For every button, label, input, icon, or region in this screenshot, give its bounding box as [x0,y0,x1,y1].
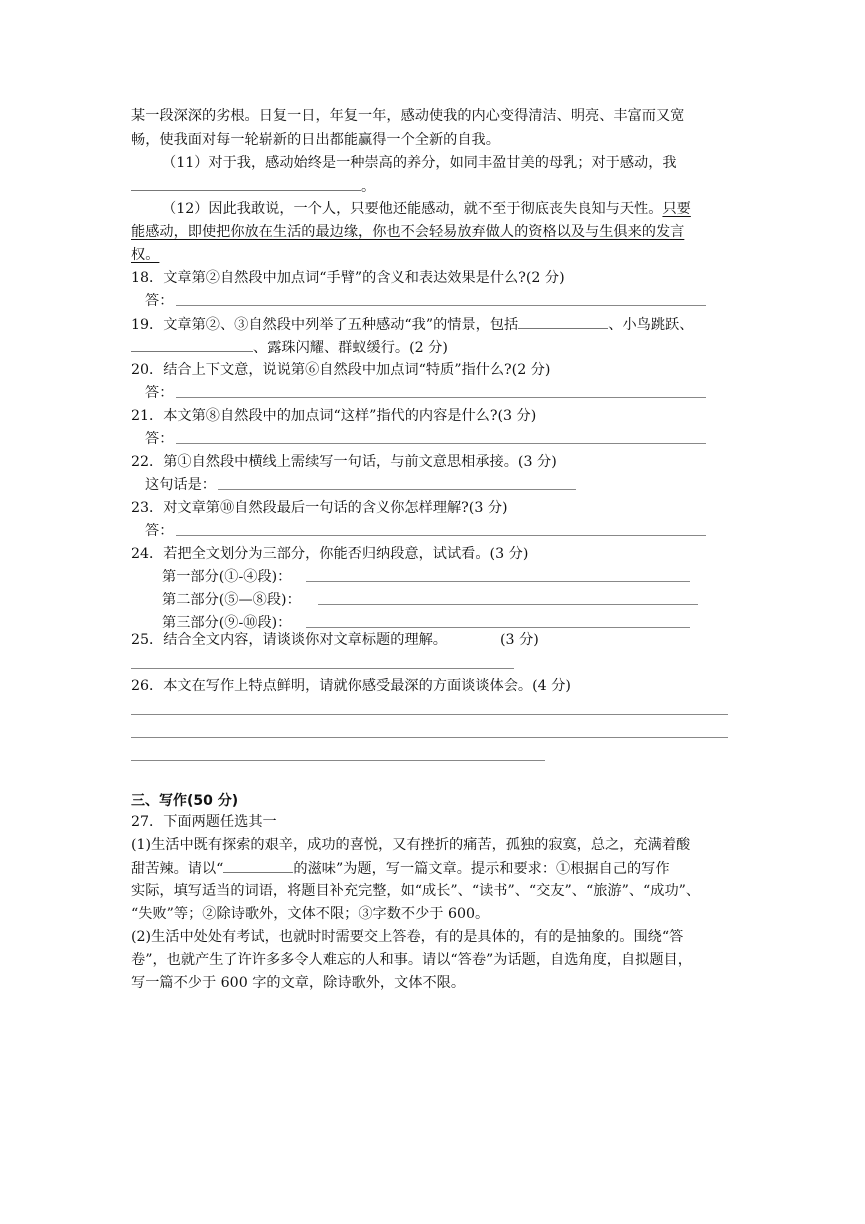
question-19-text-b: 、小鸟跳跃、 [608,317,694,333]
question-25-score: (3 分) [500,632,539,648]
question-21-answer-label: 答： [145,431,174,447]
question-25-answer-line[interactable] [131,668,514,669]
option-2-line-1: (2)生活中处处有考试，也就时时需要交上答卷，有的是具体的，有的是抽象的。围绕“答 [131,929,684,945]
paragraph-10-line-2: 畅，使我面对每一轮崭新的日出都能赢得一个全新的自我。 [131,132,500,148]
question-23-answer-line[interactable] [176,535,706,536]
question-22-answer-label: 这句话是： [145,477,216,493]
question-24-part-3-label: 第三部分(⑨-⑩段)： [162,615,292,631]
option-2-line-2: 卷”，也就产生了许许多多令人难忘的人和事。请以“答卷”为话题，自选角度，自拟题目， [131,952,692,968]
option-1-line-4: “失败”等；②除诗歌外，文体不限；③字数不少于 600。 [131,906,490,922]
paragraph-12-line-2: 能感动，即使把你放在生活的最边缘，你也不会轻易放弃做人的资格以及与生俱来的发言 [131,224,685,240]
question-18: 18．文章第②自然段中加点词“手臂”的含义和表达效果是什么?(2 分) [131,270,565,286]
question-19-text-c: 、露珠闪耀、群蚁缓行。(2 分) [253,340,448,356]
question-18-answer-line[interactable] [176,305,706,306]
question-18-answer-label: 答： [145,293,174,309]
question-27: 27．下面两题任选其一 [131,814,277,830]
question-19-line-1 [131,314,693,335]
question-22: 22．第①自然段中横线上需续写一句话，与前文意思相承接。(3 分) [131,454,557,470]
option-2-line-3: 写一篇不少于 600 字的文章，除诗歌外，文体不限。 [131,975,466,991]
question-24-part-1-label: 第一部分(①-④段)： [162,569,292,585]
question-21: 21．本文第⑧自然段中的加点词“这样”指代的内容是什么?(3 分) [131,408,537,424]
paragraph-12-line-3: 权。 [131,247,160,263]
question-25 [131,630,447,650]
option-1-text-b: 的滋味”为题，写一篇文章。提示和要求：①根据自己的写作 [293,861,670,877]
option-1-line-1: (1)生活中既有探索的艰辛，成功的喜悦，又有挫折的痛苦，孤独的寂寞，总之，充满着酸 [131,837,691,853]
paragraph-11-end: 。 [361,179,376,195]
question-24: 24．若把全文划分为三部分，你能否归纳段意，试试看。(3 分) [131,546,529,562]
question-21-answer-line[interactable] [176,443,706,444]
section-heading-writing: 三、写作(50 分) [131,793,239,809]
question-24-part-3-line[interactable] [306,627,690,628]
paragraph-12-underlined-start: 只要 [662,201,691,217]
question-19-text: 19．文章第②、③自然段中列举了五种感动“我”的情景，包括 [131,317,519,333]
question-23: 23．对文章第⑩自然段最后一句话的含义你怎样理解?(3 分) [131,500,508,516]
question-23-answer-label: 答： [145,523,174,539]
question-26-answer-line-1[interactable] [131,714,728,715]
question-19-line-2 [131,337,448,358]
paragraph-10-line-1: 某一段深深的劣根。日复一日，年复一年，感动使我的内心变得清洁、明亮、丰富而又宽 [131,108,685,124]
question-25-text: 25．结合全文内容，请谈谈你对文章标题的理解。 [131,632,447,648]
question-24-part-2-label: 第二部分(⑤—⑧段)： [162,592,301,608]
question-26: 26．本文在写作上特点鲜明，请就你感受最深的方面谈谈体会。(4 分) [131,678,571,694]
question-20-answer-label: 答： [145,385,174,401]
question-20: 20．结合上下文意，说说第⑥自然段中加点词“特质”指什么?(2 分) [131,362,551,378]
question-26-answer-line-2[interactable] [131,737,728,738]
option-1-line-2 [131,858,670,879]
option-1-line-3: 实际，填写适当的词语，将题目补充完整，如“成长”、“读书”、“交友”、“旅游”、“成功”、 [131,883,701,899]
option-1-text-a: 甜苦辣。请以“ [131,861,224,877]
paragraph-11: （11）对于我，感动始终是一种崇高的养分，如同丰盈甘美的母乳；对于感动，我 [162,155,677,171]
question-26-answer-line-3[interactable] [131,760,545,761]
fill-blank[interactable] [131,337,253,352]
paragraph-12-line-1 [162,199,691,219]
fill-blank[interactable] [131,176,361,191]
paragraph-11-continuation [131,176,375,197]
paragraph-12-text: （12）因此我敢说，一个人，只要他还能感动，就不至于彻底丧失良知与天性。 [162,201,663,217]
question-20-answer-line[interactable] [176,397,706,398]
question-24-part-2-line[interactable] [318,604,698,605]
question-22-answer-line[interactable] [218,489,576,490]
fill-blank[interactable] [518,314,608,329]
fill-blank[interactable] [223,858,293,873]
question-24-part-1-line[interactable] [306,581,690,582]
